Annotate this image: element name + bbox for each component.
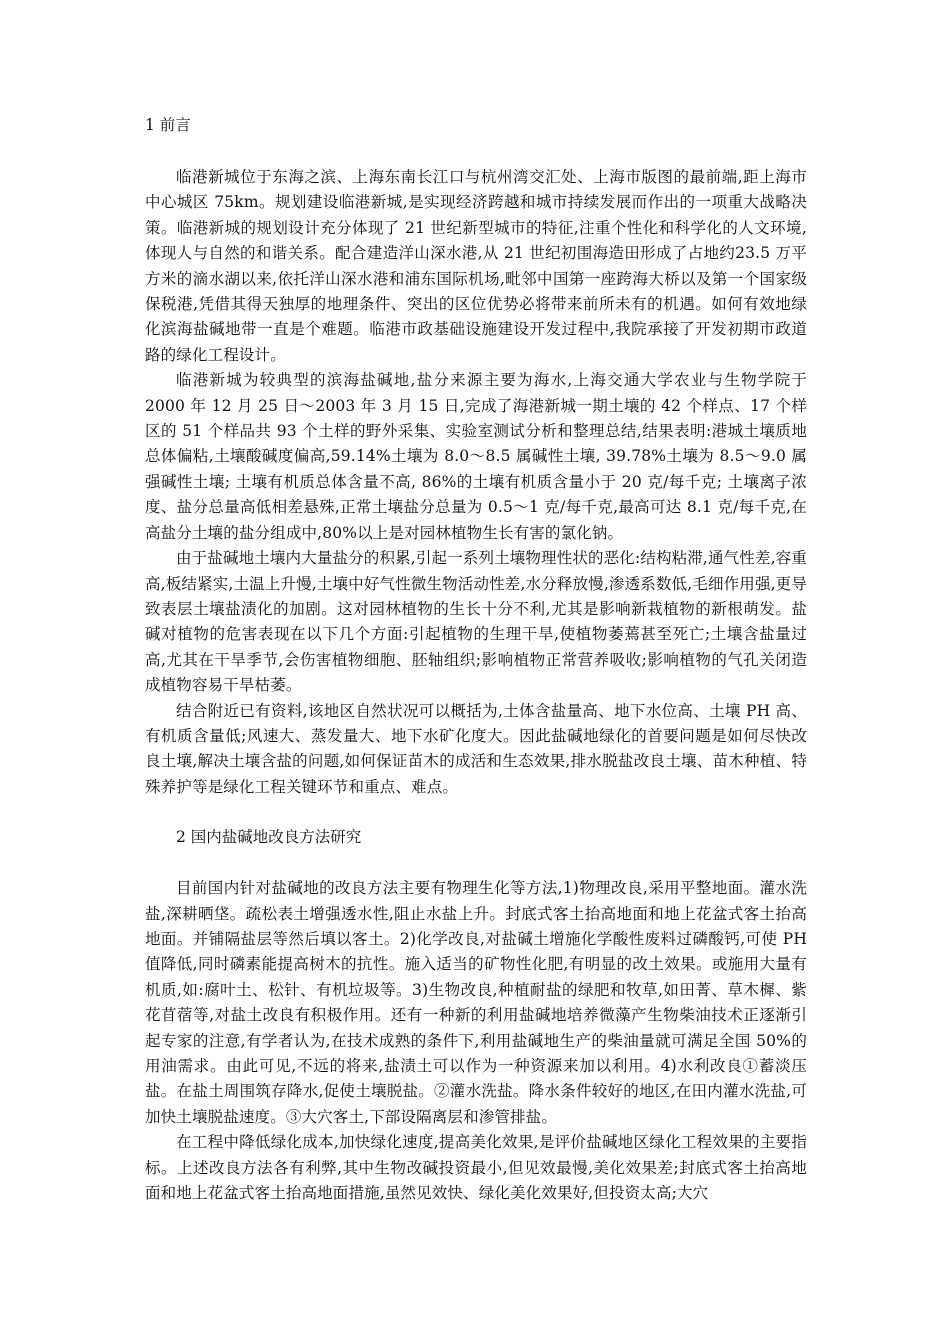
- section-heading-methods: 2 国内盐碱地改良方法研究: [176, 828, 362, 847]
- paragraph: 临港新城位于东海之滨、上海东南长江口与杭州湾交汇处、上海市版图的最前端,距上海市中心城区 75km。规划建设临港新城,是实现经济跨越和城市持续发展而作出的一项重大战略决策。临港新城的规划设计充分体现了 21 世纪新型城市的特征,注重个性化和科学化的人文环境,体现人与自然的和谐关系。配合建造洋山深水港,从 21 世纪初围海造田形成了占地约23.5 万平方米的滴水湖以来,依托洋山深水港和浦东国际机场,毗邻中国第一座跨海大桥以及第一个国家级保税港,凭借其得天独厚的地理条件、突出的区位优势必将带来前所未有的机遇。如何有效地绿化滨海盐碱地带一直是个难题。临港市政基础设施建设开发过程中,我院承接了开发初期市政道路的绿化工程设计。: [145, 168, 807, 364]
- document-page: [145, 112, 807, 1206]
- section-heading-introduction: 1 前言: [145, 116, 191, 134]
- paragraph: 结合附近已有资料,该地区自然状况可以概括为,土体含盐量高、地下水位高、土壤 PH 高、有机质含量低;风速大、蒸发量大、地下水矿化度大。因此盐碱地绿化的首要问题是如何尽快改良土壤,解决土壤含盐的问题,如何保证苗木的成活和生态效果,排水脱盐改良土壤、苗木种植、特殊养护等是绿化工程关键环节和重点、难点。: [145, 701, 807, 796]
- paragraph: 在工程中降低绿化成本,加快绿化速度,提高美化效果,是评价盐碱地区绿化工程效果的主要指标。上述改良方法各有利弊,其中生物改碱投资最小,但见效最慢,美化效果差;封底式客土抬高地面和地上花盆式客土抬高地面措施,虽然见效快、绿化美化效果好,但投资太高;大穴: [145, 1133, 807, 1203]
- paragraph: 目前国内针对盐碱地的改良方法主要有物理生化等方法,1)物理改良,采用平整地面。灌水洗盐,深耕晒垡。疏松表土增强透水性,阻止水盐上升。封底式客土抬高地面和地上花盆式客土抬高地面。并铺隔盐层等然后填以客土。2)化学改良,对盐碱土增施化学酸性废料过磷酸钙,可使 PH 值降低,同时磷素能提高树木的抗性。施入适当的矿物性化肥,有明显的改土效果。或施用大量有机质,如:腐叶土、松针、有机垃圾等。3)生物改良,种植耐盐的绿肥和牧草,如田菁、草木樨、紫花苜蓿等,对盐土改良有积极作用。还有一种新的利用盐碱地培养微藻产生物柴油技术正逐渐引起专家的注意,有学者认为,在技术成熟的条件下,利用盐碱地生产的柴油量就可满足全国 50%的用油需求。由此可见,不远的将来,盐渍土可以作为一种资源来加以利用。4)水利改良①蓄淡压盐。在盐土周围筑存降水,促使土壤脱盐。②灌水洗盐。降水条件较好的地区,在田内灌水洗盐,可加快土壤脱盐速度。③大穴客土,下部设隔离层和渗管排盐。: [145, 879, 807, 1126]
- paragraph: 临港新城为较典型的滨海盐碱地,盐分来源主要为海水,上海交通大学农业与生物学院于 2000 年 12 月 25 日～2003 年 3 月 15 日,完成了海港新城一期土壤的 42 个样点、17 个样区的 51 个样品共 93 个土样的野外采集、实验室测试分析和整理总结,结果表明:港城土壤质地总体偏粘,土壤酸碱度偏高,59.14%土壤为 8.0～8.5 属碱性土壤, 39.78%土壤为 8.5～9.0 属强碱性土壤; 土壤有机质总体含量不高, 86%的土壤有机质含量小于 20 克/每千克; 土壤离子浓度、盐分总量高低相差悬殊,正常土壤盐分总量为 0.5～1 克/每千克,最高可达 8.1 克/每千克,在高盐分土壤的盐分组成中,80%以上是对园林植物生长有害的氯化钠。: [145, 371, 807, 542]
- paragraph: 由于盐碱地土壤内大量盐分的积累,引起一系列土壤物理性状的恶化:结构粘滞,通气性差,容重高,板结紧实,土温上升慢,土壤中好气性微生物活动性差,水分释放慢,渗透系数低,毛细作用强,更导致表层土壤盐渍化的加剧。这对园林植物的生长十分不利,尤其是影响新栽植物的新根萌发。盐碱对植物的危害表现在以下几个方面:引起植物的生理干旱,使植物萎蔫甚至死亡;土壤含盐量过高,尤其在干旱季节,会伤害植物细胞、胚轴组织;影响植物正常营养吸收;影响植物的气孔关闭造成植物容易干旱枯萎。: [145, 549, 807, 695]
